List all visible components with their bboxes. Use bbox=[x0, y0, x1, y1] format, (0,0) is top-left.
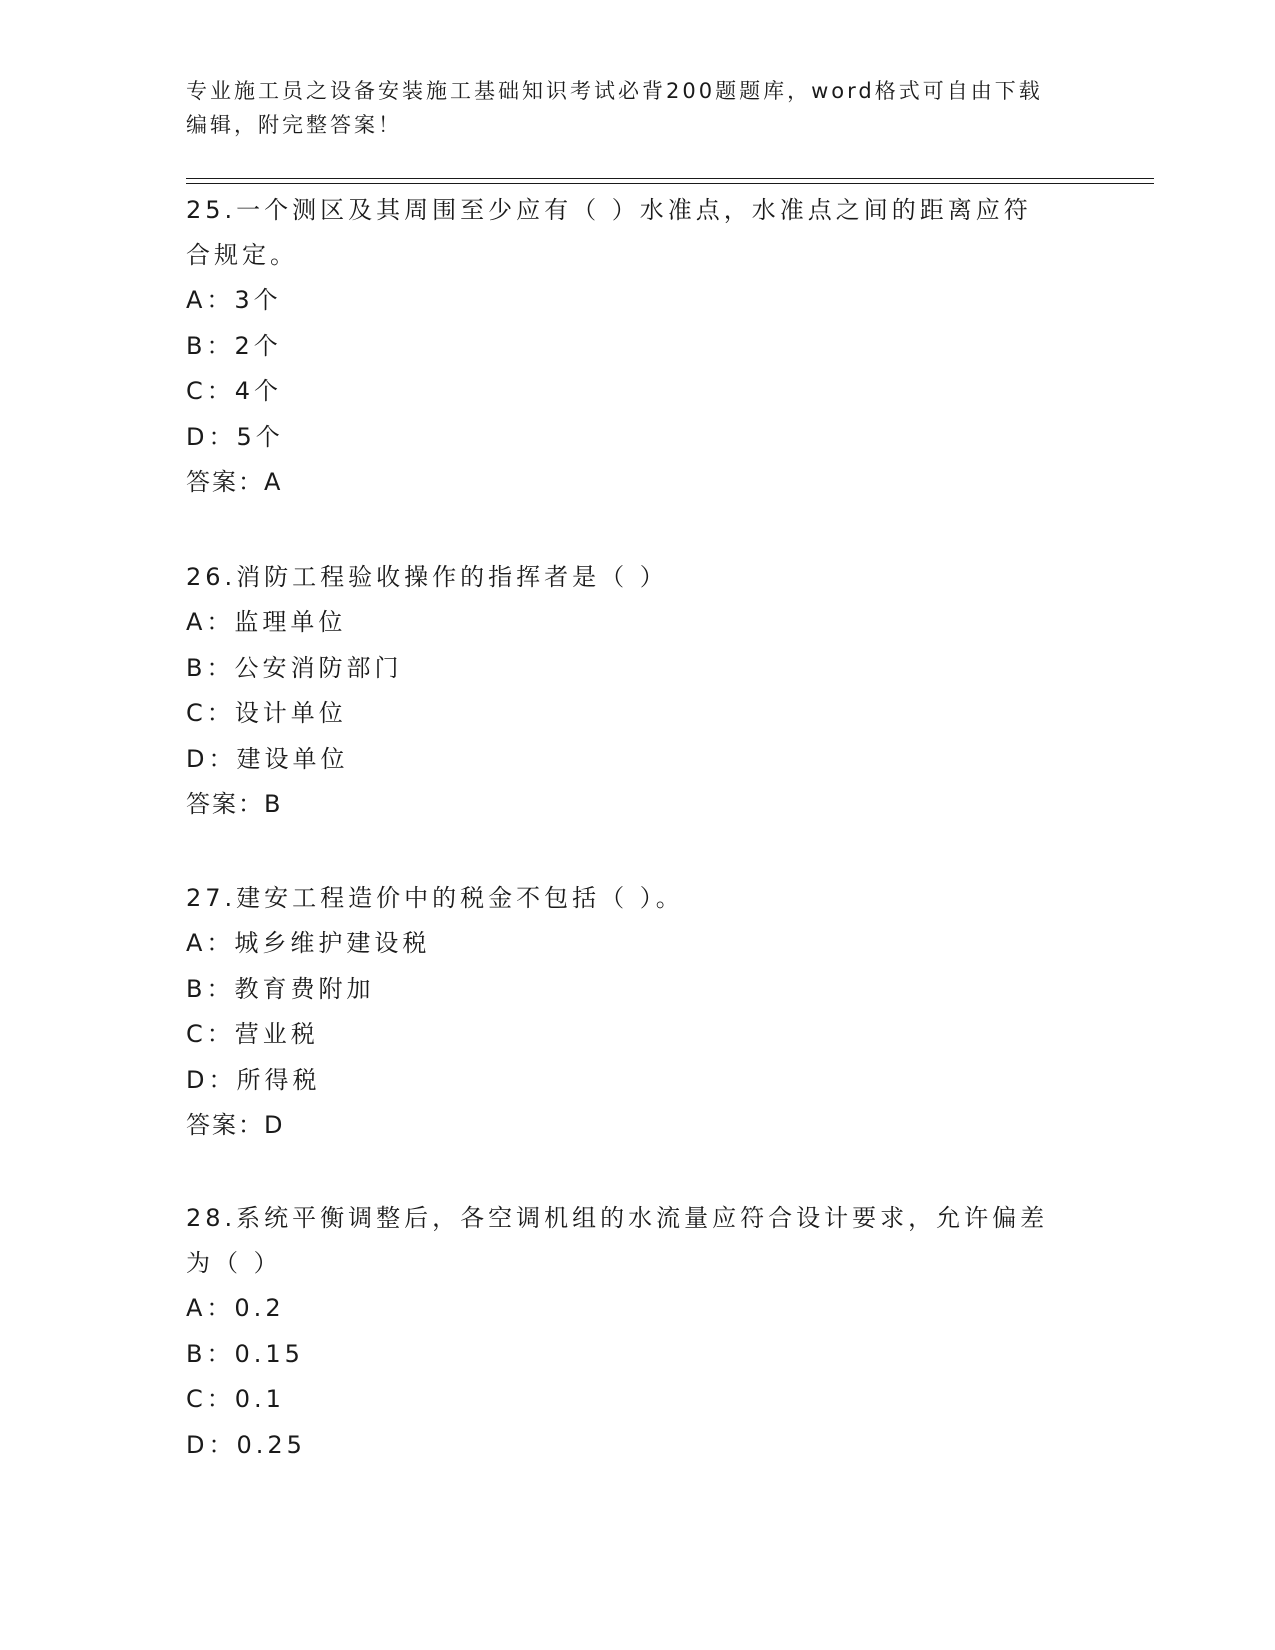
question-stem: 26.消防工程验收操作的指挥者是（ ） bbox=[186, 563, 668, 591]
option-d: D：建设单位 bbox=[186, 744, 349, 773]
question-stem-continued: 为（ ） bbox=[186, 1249, 282, 1277]
option-a: A：监理单位 bbox=[186, 608, 347, 636]
header-title-line-2: 编辑，附完整答案！ bbox=[186, 113, 402, 137]
option-b: B：0.15 bbox=[186, 1339, 304, 1368]
option-a: A：城乡维护建设税 bbox=[186, 929, 431, 957]
option-c: C：营业税 bbox=[186, 1020, 319, 1048]
answer-line: 答案：B bbox=[186, 790, 283, 818]
option-b: B：教育费附加 bbox=[186, 974, 375, 1003]
option-c: C：4个 bbox=[186, 377, 283, 405]
option-b: B：公安消防部门 bbox=[186, 653, 403, 682]
document-header bbox=[186, 74, 1086, 142]
question-27 bbox=[186, 876, 1086, 1149]
question-26 bbox=[186, 555, 1086, 828]
answer-line: 答案：D bbox=[186, 1111, 285, 1139]
option-a: A：3个 bbox=[186, 286, 282, 314]
question-stem: 28.系统平衡调整后，各空调机组的水流量应符合设计要求，允许偏差 bbox=[186, 1204, 1049, 1232]
answer-line: 答案：A bbox=[186, 468, 283, 496]
question-stem: 25.一个测区及其周围至少应有（ ）水准点，水准点之间的距离应符 bbox=[186, 196, 1032, 224]
header-divider-bottom bbox=[186, 183, 1154, 184]
header-title-line-1: 专业施工员之设备安装施工基础知识考试必背200题题库，word格式可自由下载 bbox=[186, 79, 1043, 103]
option-a: A：0.2 bbox=[186, 1294, 285, 1322]
option-c: C：0.1 bbox=[186, 1385, 285, 1413]
header-divider-top bbox=[186, 178, 1154, 179]
question-28 bbox=[186, 1196, 1086, 1468]
option-b: B：2个 bbox=[186, 331, 282, 360]
option-d: D：0.25 bbox=[186, 1430, 306, 1459]
option-d: D：所得税 bbox=[186, 1065, 321, 1094]
question-25 bbox=[186, 188, 1086, 506]
option-d: D：5个 bbox=[186, 422, 284, 451]
option-c: C：设计单位 bbox=[186, 699, 347, 727]
question-stem-continued: 合规定。 bbox=[186, 241, 298, 269]
question-stem: 27.建安工程造价中的税金不包括（ ）。 bbox=[186, 884, 684, 912]
